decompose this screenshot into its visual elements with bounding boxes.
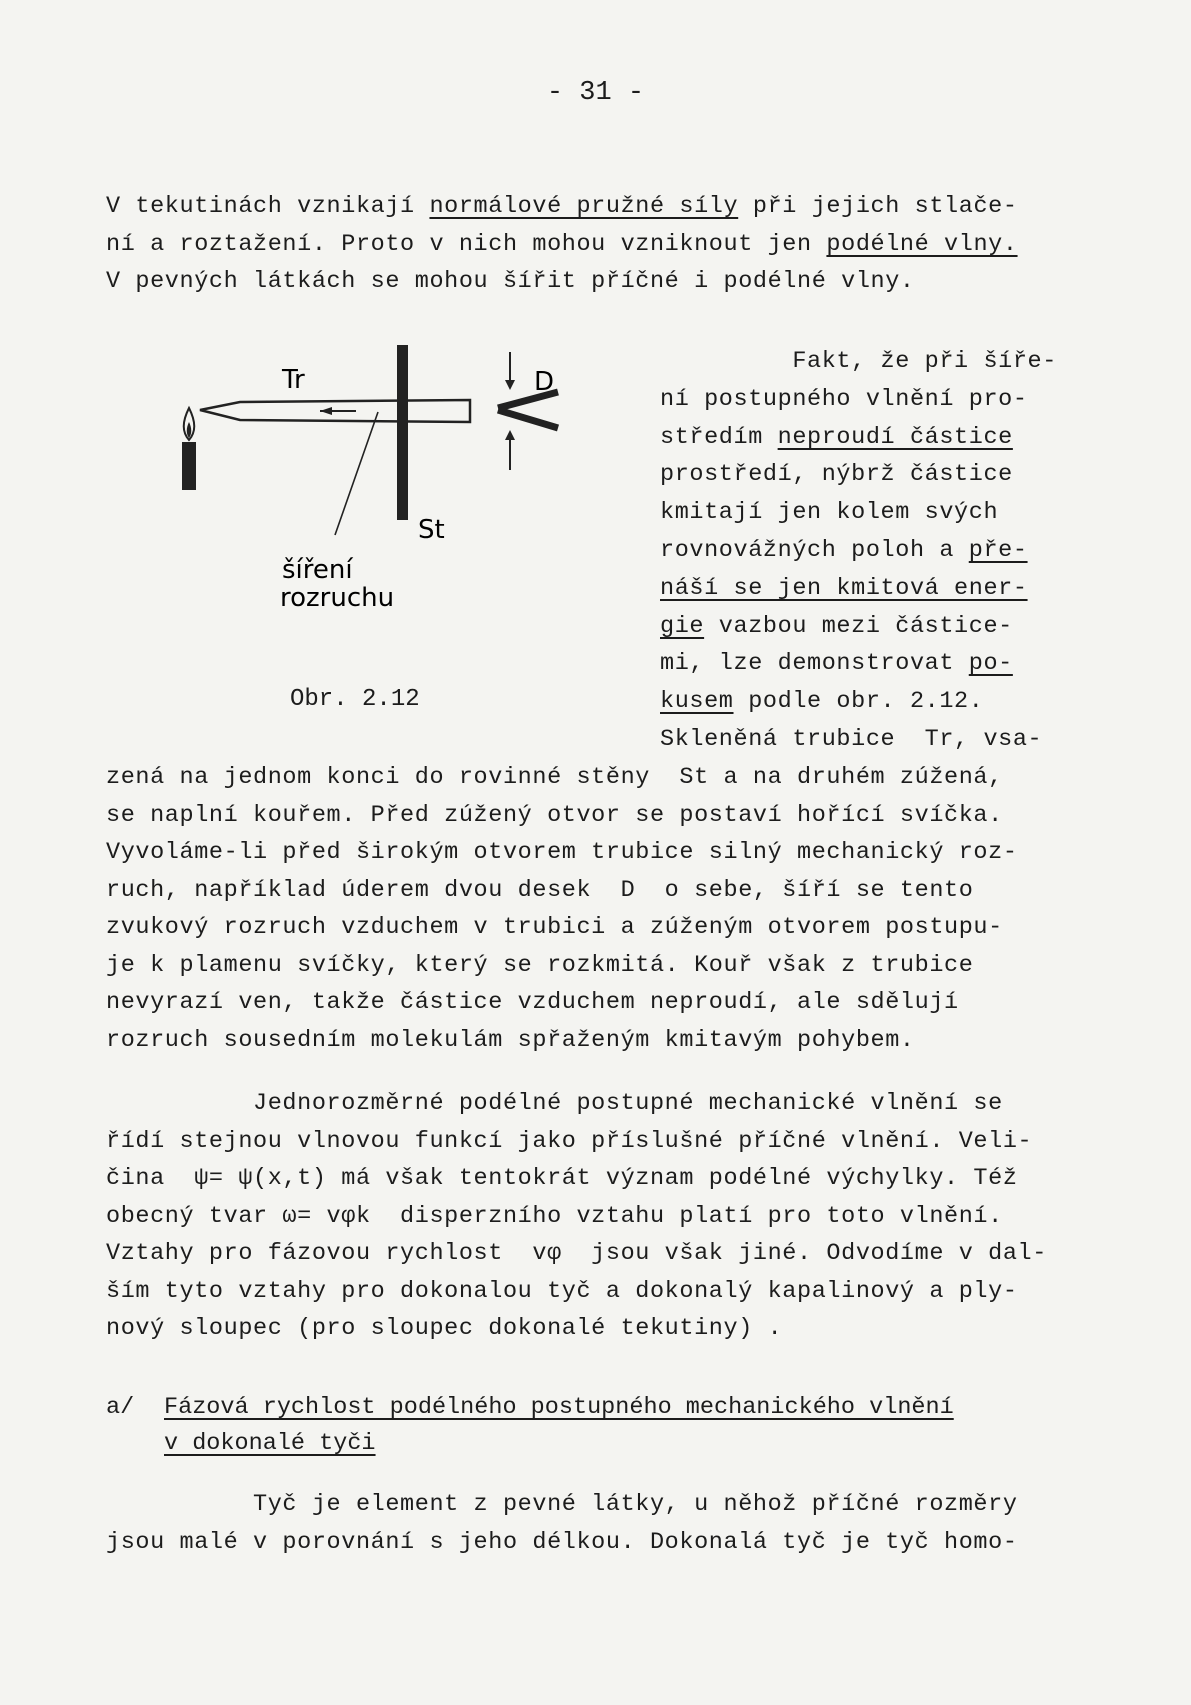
text-line [106,270,915,294]
section-heading-line2: v dokonalé tyči [164,1430,376,1457]
text-line [106,1167,1018,1191]
text-run: je k plamenu svíčky, který se rozkmitá. Kouř však z trubice [106,951,974,979]
page-number: - 31 - [546,78,645,108]
text-run: V tekutinách vznikají [106,193,430,220]
label-propagation-1: šíření [282,555,353,585]
text-line [106,1092,1003,1116]
text-line [660,690,983,714]
figure-2-12 [160,330,620,680]
label-boards: D [534,367,555,397]
text-run: obecný tvar ω= vφk disperzního vztahu platí pro toto vlnění. [106,1202,1003,1230]
text-run: při jejich stlače- [738,193,1018,220]
text-run: podle obr. 2.12. [733,688,984,716]
label-tube: Tr [282,365,305,395]
label-propagation-2: rozruchu [280,583,395,613]
text-run: rovnovážných poloh a [660,537,969,564]
text-line [106,195,1018,219]
text-run: řídí stejnou vlnovou funkcí jako příslušné příčné vlnění. Veli- [106,1127,1033,1155]
text-line [660,652,1013,676]
pointer-line [335,412,378,535]
figure-caption: Obr. 2.12 [290,686,420,713]
glass-tube [200,400,470,422]
underlined-term: kusem [660,688,734,716]
text-line [660,423,1013,451]
text-line [660,728,1042,752]
section-heading-line1: Fázová rychlost podélného postupného mechanického vlnění [164,1394,954,1421]
text-line [106,1242,1047,1266]
text-line [106,876,974,904]
text-line [106,991,959,1015]
text-line [106,1317,782,1341]
text-run: ní a roztažení. Proto v nich mohou vzniknout jen [106,230,827,258]
text-line [106,1026,915,1054]
text-line [660,350,1057,374]
text-run: čina ψ= ψ(x,t) má však tentokrát význam podélné výchylky. Též [106,1165,1018,1192]
text-line [660,574,1028,602]
text-run: rozruch sousedním molekulám spřaženým kmitavým pohybem. [106,1026,915,1054]
wall [397,345,408,520]
text-line [660,463,1013,487]
text-line [106,230,1018,258]
text-run: ruch, například úderem dvou desek D o sebe, šíří se tento [106,876,974,904]
text-line [106,916,1003,940]
text-line [106,1493,1018,1517]
text-run: Vztahy pro fázovou rychlost vφ jsou však jiné. Odvodíme v dal- [106,1240,1047,1267]
text-line [106,1277,1018,1305]
text-line [106,801,1003,829]
text-run: ní postupného vlnění pro- [660,385,1028,413]
text-run: nový sloupec (pro sloupec dokonalé tekutiny) . [106,1315,783,1342]
text-run: Vyvoláme-li před širokým otvorem trubice silný mechanický roz- [106,839,1018,866]
text-line [106,951,974,979]
candle-icon [182,408,196,490]
underlined-term: pře- [968,537,1028,564]
text-run: Skleněná trubice Tr, vsa- [660,726,1043,753]
underlined-term: po- [968,650,1013,678]
text-line [106,1528,1018,1556]
text-run: kmitají jen kolem svých [660,499,999,527]
text-line [660,501,998,525]
text-line [106,841,1018,865]
text-line [106,1202,1003,1230]
text-line [660,612,1013,640]
underlined-term: náší se jen kmitová ener- [660,574,1028,602]
underlined-term: normálové pružné síly [429,193,739,220]
text-run: zená na jednom konci do rovinné stěny St a na druhém zúžená, [106,764,1003,791]
text-run: Fakt, že při šíře- [660,348,1057,375]
underlined-term: neproudí částice [777,423,1013,451]
text-run: Jednorozměrné podélné postupné mechanické vlnění se [106,1090,1003,1117]
text-run: ším tyto vztahy pro dokonalou tyč a dokonalý kapalinový a ply- [106,1277,1018,1305]
text-run: V pevných látkách se mohou šířit příčné i podélné vlny. [106,268,915,295]
underlined-term: gie [660,612,705,640]
text-run: středím [660,423,778,451]
label-wall: St [418,515,445,545]
text-run: zvukový rozruch vzduchem v trubici a zúženým otvorem postupu- [106,914,1003,941]
text-run: vazbou mezi částice- [704,612,1013,640]
text-line [106,1127,1033,1155]
text-run: prostředí, nýbrž částice [660,461,1013,489]
section-marker: a/ [106,1394,135,1421]
text-run: Tyč je element z pevné látky, u něhož příčné rozměry [106,1491,1018,1518]
text-run: se naplní kouřem. Před zúžený otvor se postaví hořící svíčka. [106,801,1003,829]
text-run: jsou malé v porovnání s jeho délkou. Dokonalá tyč je tyč homo- [106,1528,1018,1556]
text-line [660,385,1028,413]
text-run: nevyrazí ven, takže částice vzduchem neproudí, ale sdělují [106,989,959,1016]
text-line [106,766,1003,790]
text-run: mi, lze demonstrovat [660,650,969,678]
underlined-term: podélné vlny. [826,230,1018,258]
text-line [660,539,1028,563]
